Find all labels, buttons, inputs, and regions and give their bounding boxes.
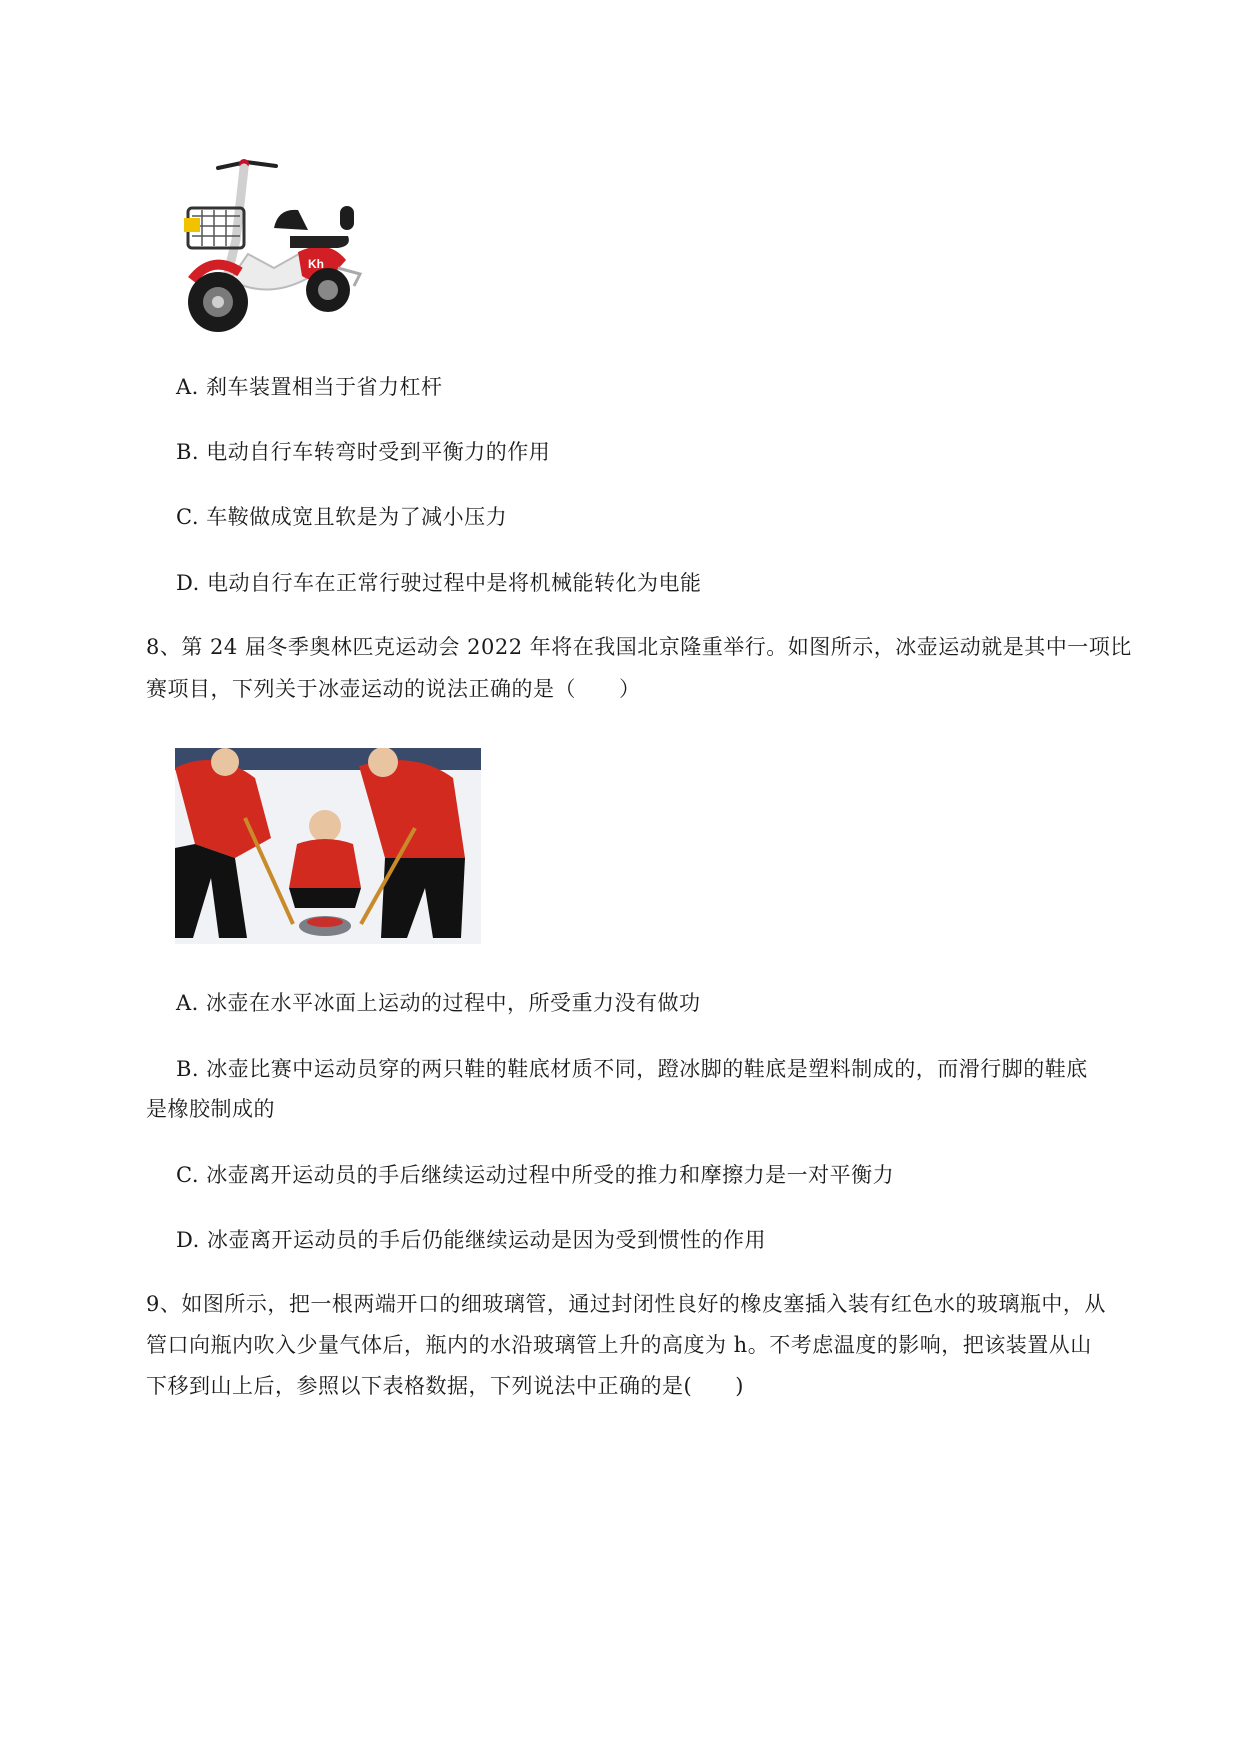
q8-option-c: [176, 1160, 894, 1190]
q7-option-b: [176, 437, 550, 467]
q7-option-a: [176, 372, 443, 402]
q7-option-c: [176, 502, 507, 532]
curling-icon: [175, 748, 481, 944]
option-letter: A.: [176, 991, 199, 1015]
q8-stem-line-2: 赛项目，下列关于冰壶运动的说法正确的是（ ）: [146, 677, 641, 701]
option-text: 冰壶离开运动员的手后继续运动过程中所受的推力和摩擦力是一对平衡力: [206, 1163, 895, 1187]
option-text: 车鞍做成宽且软是为了减小压力: [206, 505, 508, 529]
option-letter: C.: [176, 1163, 199, 1187]
q8-option-b: [176, 1054, 1088, 1084]
option-text: 电动自行车转弯时受到平衡力的作用: [206, 440, 551, 464]
option-text: 刹车装置相当于省力杠杆: [206, 375, 443, 399]
option-letter: A.: [176, 375, 199, 399]
electric-scooter-photo: [178, 150, 368, 340]
option-letter: C.: [176, 505, 199, 529]
electric-scooter-icon: [178, 150, 368, 340]
option-letter: D.: [176, 1228, 200, 1252]
q9-stem-line-1: 9、如图所示，把一根两端开口的细玻璃管，通过封闭性良好的橡皮塞插入装有红色水的玻璃瓶中，从: [146, 1292, 1106, 1316]
q9-stem-line-2: 管口向瓶内吹入少量气体后，瓶内的水沿玻璃管上升的高度为 h。不考虑温度的影响，把该装置从山: [146, 1333, 1092, 1357]
option-text: 冰壶在水平冰面上运动的过程中，所受重力没有做功: [206, 991, 701, 1015]
svg-text:Kh: Kh: [308, 257, 324, 271]
option-text: 是橡胶制成的: [146, 1097, 275, 1121]
q8-stem-line-1: 8、第 24 届冬季奥林匹克运动会 2022 年将在我国北京隆重举行。如图所示，冰壶运动就是其中一项比: [146, 635, 1132, 659]
option-letter: B.: [176, 1057, 200, 1081]
option-letter: D.: [176, 571, 200, 595]
q8-option-d: [176, 1225, 766, 1255]
option-text: 电动自行车在正常行驶过程中是将机械能转化为电能: [206, 571, 702, 595]
curling-photo: [175, 748, 481, 944]
option-text: 冰壶比赛中运动员穿的两只鞋的鞋底材质不同，蹬冰脚的鞋底是塑料制成的，而滑行脚的鞋底: [206, 1057, 1088, 1081]
option-letter: B.: [176, 440, 200, 464]
q8-option-b-continued: [146, 1094, 275, 1124]
q7-option-d: [176, 568, 701, 598]
q9-stem-line-3: 下移到山上后，参照以下表格数据，下列说法中正确的是( ): [146, 1374, 744, 1398]
q8-option-a: [176, 988, 701, 1018]
option-text: 冰壶离开运动员的手后仍能继续运动是因为受到惯性的作用: [206, 1228, 766, 1252]
